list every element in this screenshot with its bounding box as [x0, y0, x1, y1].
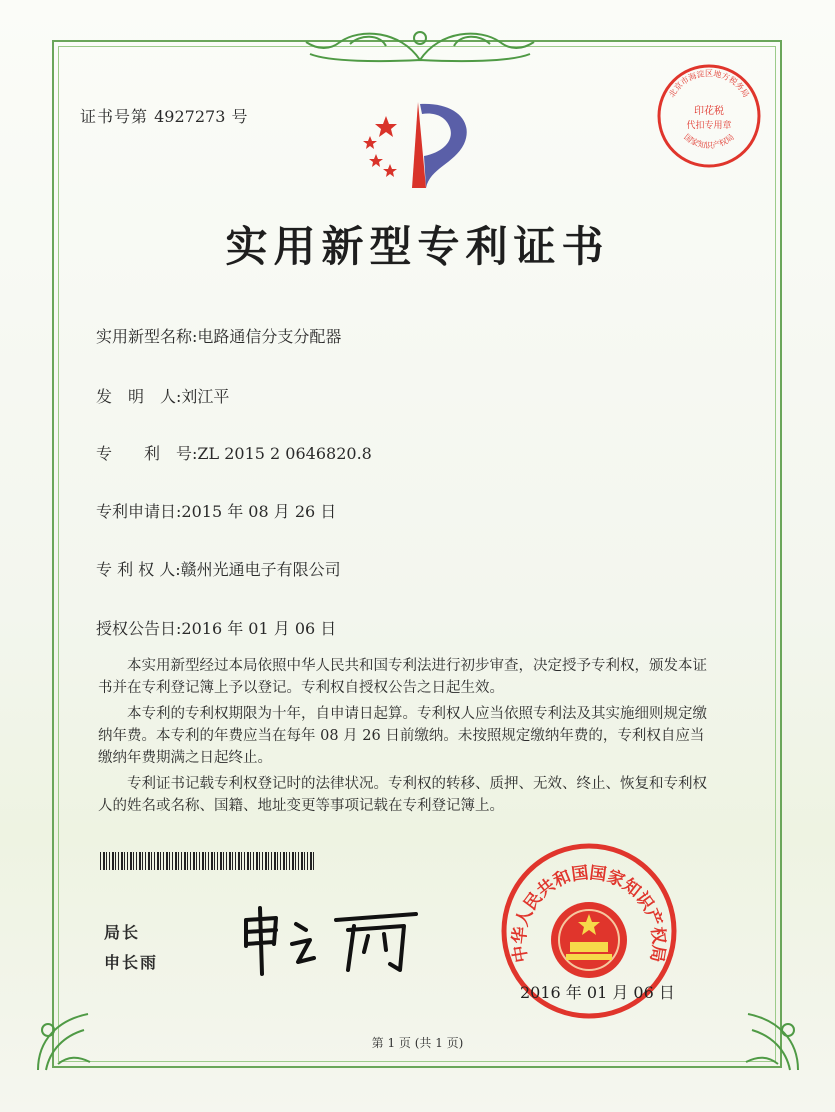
body-paragraph: 本专利的专利权期限为十年，自申请日起算。专利权人应当依照专利法及其实施细则规定缴纳年费。本专利的年费应当在每年 08 月 26 日前缴纳。未按照规定缴纳年费的，专利权自应当缴纳年费期满之日起终止。: [98, 706, 707, 766]
body-paragraph: 专利证书记载专利权登记时的法律状况。专利权的转移、质押、无效、终止、恢复和专利权人的姓名或名称、国籍、地址变更等事项记载在专利登记簿上。: [98, 776, 707, 814]
director-title: 局长: [104, 923, 141, 942]
tax-stamp-ring-text: 北京市海淀区地方税务局: [667, 69, 751, 99]
field-value: ZL 2015 2 0646820.8: [197, 444, 372, 463]
top-ornament: [290, 20, 550, 64]
certificate-number-suffix: 号: [231, 107, 249, 126]
field-label: 发 明 人:: [96, 387, 182, 406]
tax-stamp-bottom-text: 国家知识产权局: [682, 132, 736, 151]
svg-text:国家知识产权局: [682, 132, 735, 150]
director-signature: [236, 900, 426, 980]
body-paragraph: 本实用新型经过本局依照中华人民共和国专利法进行初步审查，决定授予专利权，颁发本证书并在专利登记簿上予以登记。专利权自授权公告之日起生效。: [98, 658, 707, 696]
certificate-number: [80, 104, 248, 127]
field-grant-announcement-date: [96, 616, 336, 639]
field-value: 赣州光通电子有限公司: [180, 560, 341, 579]
field-value: 电路通信分支分配器: [197, 327, 342, 346]
field-label: 专 利 权 人:: [96, 560, 181, 579]
field-utility-model-name: [96, 324, 341, 347]
issue-date: 2016 年 01 月 06 日: [520, 983, 675, 1002]
svg-text:北京市海淀区地方税务局: [666, 68, 750, 99]
page-number: 第 1 页 (共 1 页): [371, 1036, 464, 1050]
official-seal-ring-text: 中华人民共和国国家知识产权局: [509, 863, 669, 964]
tax-stamp-line1: 印花税: [694, 106, 724, 117]
director-name: 申长雨: [104, 953, 159, 972]
national-emblem-icon: [551, 902, 627, 978]
certificate-number-value: 4927273: [154, 107, 226, 126]
tax-stamp: [655, 62, 763, 170]
field-value: 刘江平: [181, 387, 230, 406]
field-value: 2016 年 01 月 06 日: [181, 619, 337, 638]
field-label: 授权公告日:: [96, 619, 182, 638]
tax-stamp-line2: 代扣专用章: [686, 121, 732, 131]
field-inventor: [96, 384, 229, 407]
field-value: 2015 年 08 月 26 日: [181, 502, 337, 521]
field-label: 专利申请日:: [96, 502, 182, 521]
field-application-date: [96, 499, 336, 522]
barcode: [100, 852, 314, 870]
certificate-body-text: [98, 655, 718, 821]
field-patent-number: [96, 441, 372, 464]
field-label: 专 利 号:: [96, 444, 198, 463]
patent-office-logo: [356, 96, 480, 196]
field-patentee: [96, 557, 341, 580]
field-label: 实用新型名称:: [96, 327, 198, 346]
certificate-number-label: 证书号第: [80, 107, 149, 126]
certificate-title: 实用新型专利证书: [225, 222, 610, 271]
